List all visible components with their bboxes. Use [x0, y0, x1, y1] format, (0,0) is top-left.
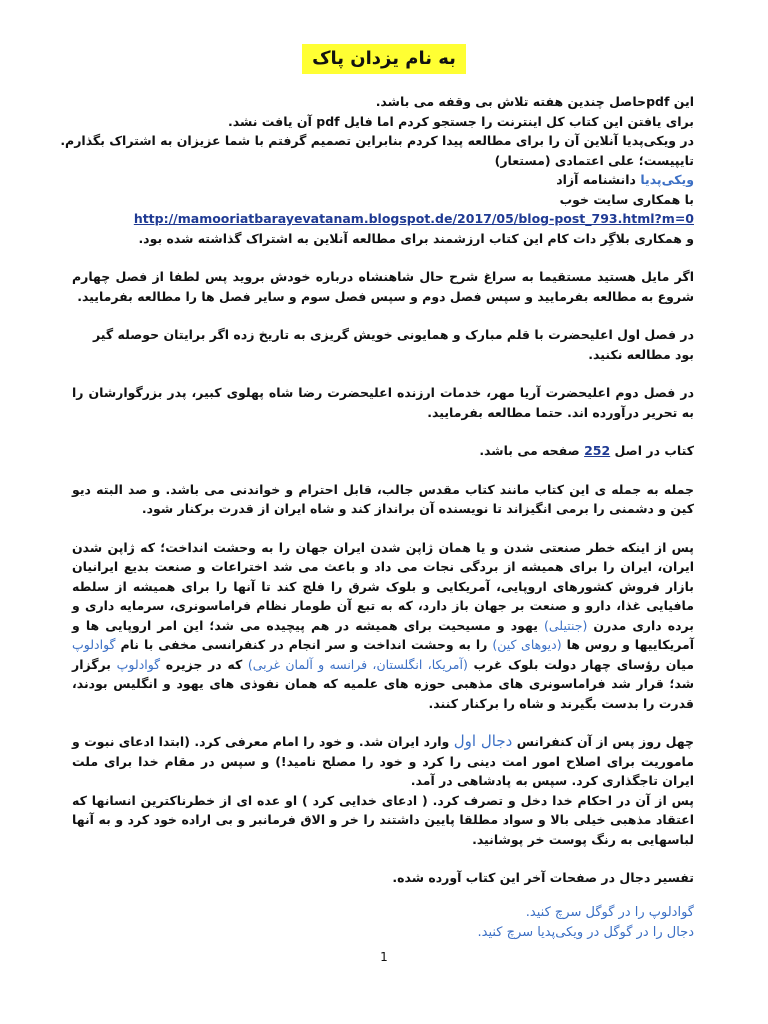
countries-link[interactable]: (آمریکا، انگلستان، فرانسه و آلمان غربی) [247, 656, 468, 672]
history-text-e: که در جزیره [160, 656, 248, 672]
history-text-f: برگزار شد؛ قرار شد فراماسونری های مذهبی حوزه های علمیه که همان نفوذی های یهود و انگلیس بودند، قدرت را بدست بگیرند و شاه را برکنار کنند. [72, 656, 694, 711]
paragraph-holy-book: جمله به جمله ی این کتاب مانند کتاب مقدس جالب، قابل احترام و خواندنی می باشد. و صد البته دیو کین و دشمنی را برمی انگیزاند تا نویسنده آن برانداز کند و شاه ایران از قدرت برکنار شود. [72, 481, 694, 516]
intro-url-line [72, 209, 694, 229]
paragraph-dajjal-2: پس از آن در احکام خدا دخل و تصرف کرد. ( ادعای خدایی کرد ) او عده ای از خطرناکترین انسانها که اعتقاد مذهبی خیلی بالا و سواد مطلقا پایین داشتند را خر و الاق فرمانبر و بی اراده خود کرد و به آنها لباسهایی به رنگ پوست خر پوشانید. [72, 792, 694, 847]
paragraph-chapter2: در فصل دوم اعلیحضرت آریا مهر، خدمات ارزنده اعلیحضرت رضا شاه پهلوی کبیر، پدر بزرگوارشان را به تحریر درآورده اند. حتما مطالعه بفرمایید. [72, 385, 694, 420]
guadeloupe-link-1[interactable]: گوادلوپ [72, 637, 116, 652]
document-body [60, 92, 695, 943]
history-text-c: را به وحشت انداخت و سر انجام در کنفرانسی مخفی با نام [115, 637, 493, 652]
intro-line-4: تایپیست؛ علی اعتمادی (مستعار) [494, 152, 694, 168]
wikipedia-link[interactable]: ویکی‌پدیا [640, 172, 694, 187]
paragraph-dajjal [72, 732, 694, 791]
page-count-number: 252 [584, 443, 611, 458]
history-text-a: پس از اینکه خطر صنعتی شدن و یا همان ژاپن شدن ایران جهان را به وحشت انداخت؛ که ژاپن شدن ایران، ایران را برای همیشه از بردگی نجات می داد و باعث می شد اختراعات و صنعت بدیع ایرانیان بازار فروش کشورهای اروپایی، آمریکایی و بلوک شرق را فلج کند تا آنها را برای همیشه از سلطه مافیایی غذا، دارو و صنعت بر جهان باز دارد، که به تبع آن طومار نظام فراماسونری، سرمایه داری و برده داری مدرن [72, 539, 694, 633]
page-number: 1 [380, 950, 388, 964]
history-text-b: یهود و مسیحیت برای همیشه در هم پیچیده می شد؛ این امر اروپایی ها و آمریکاییها و روس ها [72, 617, 695, 652]
intro-line-2: برای یافتن این کتاب کل اینترنت را جستجو کردم اما فایل pdf آن یافت نشد. [228, 113, 694, 129]
paragraph-chapter4: اگر مایل هستید مستقیما به سراغ شرح حال شاهنشاه درباره خودش بروید پس لطفا از فصل چهارم شروع به مطالعه بفرمایید و سپس فصل دوم و سپس فصل سوم و سایر فصل ها را مطالعه بفرمایید. [72, 269, 694, 304]
dajjal-text-a: چهل روز پس از آن کنفرانس [512, 734, 695, 749]
guadeloupe-link-2[interactable]: گوادلوپ [116, 656, 161, 672]
intro-line-6: با همکاری سایت خوب [559, 191, 694, 207]
footer-link-guadeloupe[interactable]: گوادلوپ را در گوگل سرچ کنید. [525, 904, 694, 920]
title-wrap [0, 44, 768, 74]
jentili-link[interactable]: (جنتیلی) [544, 617, 588, 633]
intro-line-5-rest: دانشنامه آزاد [556, 172, 641, 187]
footer-link-dajjal[interactable]: دجال را در گوگل در ویکی‌پدیا سرچ کنید. [477, 924, 694, 940]
page-count-pre: کتاب در اصل [610, 443, 694, 458]
page-count-post: صفحه می باشد. [479, 443, 585, 458]
paragraph-page-count [72, 441, 694, 461]
divhaye-kin-link[interactable]: (دیوهای کین) [492, 637, 562, 652]
intro-line-3: در ویکی‌پدیا آنلاین آن را برای مطالعه پیدا کردم بنابراین تصمیم گرفتم با شما عزیزان به اشتراک بگذارم. [60, 133, 694, 148]
page-title: به نام یزدان پاک [302, 44, 466, 74]
dajjal-aval-link[interactable]: دجال اول [453, 732, 513, 750]
paragraph-tafsir: تفسیر دجال در صفحات آخر این کتاب آورده شده. [392, 870, 694, 885]
blog-url-link[interactable]: http://mamooriatbarayevatanam.blogspot.de/2017/05/blog-post_793.html?m=0 [133, 211, 694, 226]
intro-line-1: این pdfحاصل چندین هفته تلاش بی وقفه می باشد. [375, 94, 694, 109]
intro-line-5 [72, 170, 694, 190]
paragraph-history [72, 538, 694, 714]
intro-line-7: و همکاری بلاگِر دات کام این کتاب ارزشمند برای مطالعه آنلاین به اشتراک گذاشته شده بود. [138, 230, 694, 246]
dajjal-text-b: وارد ایران شد. و خود را امام معرفی کرد. (ابتدا ادعای نبوت و ماموریت برای اصلاح امور امت دینی را کرد و خود را مصلح نامید!) و سپس در مقام خدا برای ملت ایران تاجگذاری کرد. سپس به پادشاهی در آمد. [72, 734, 694, 788]
history-text-d: میان رؤسای چهار دولت بلوک غرب [467, 656, 694, 672]
paragraph-chapter1: در فصل اول اعلیحضرت با قلم مبارک و همایونی خویش گریزی به تاریخ زده اگر برایتان حوصله گیر بود مطالعه نکنید. [93, 327, 694, 362]
